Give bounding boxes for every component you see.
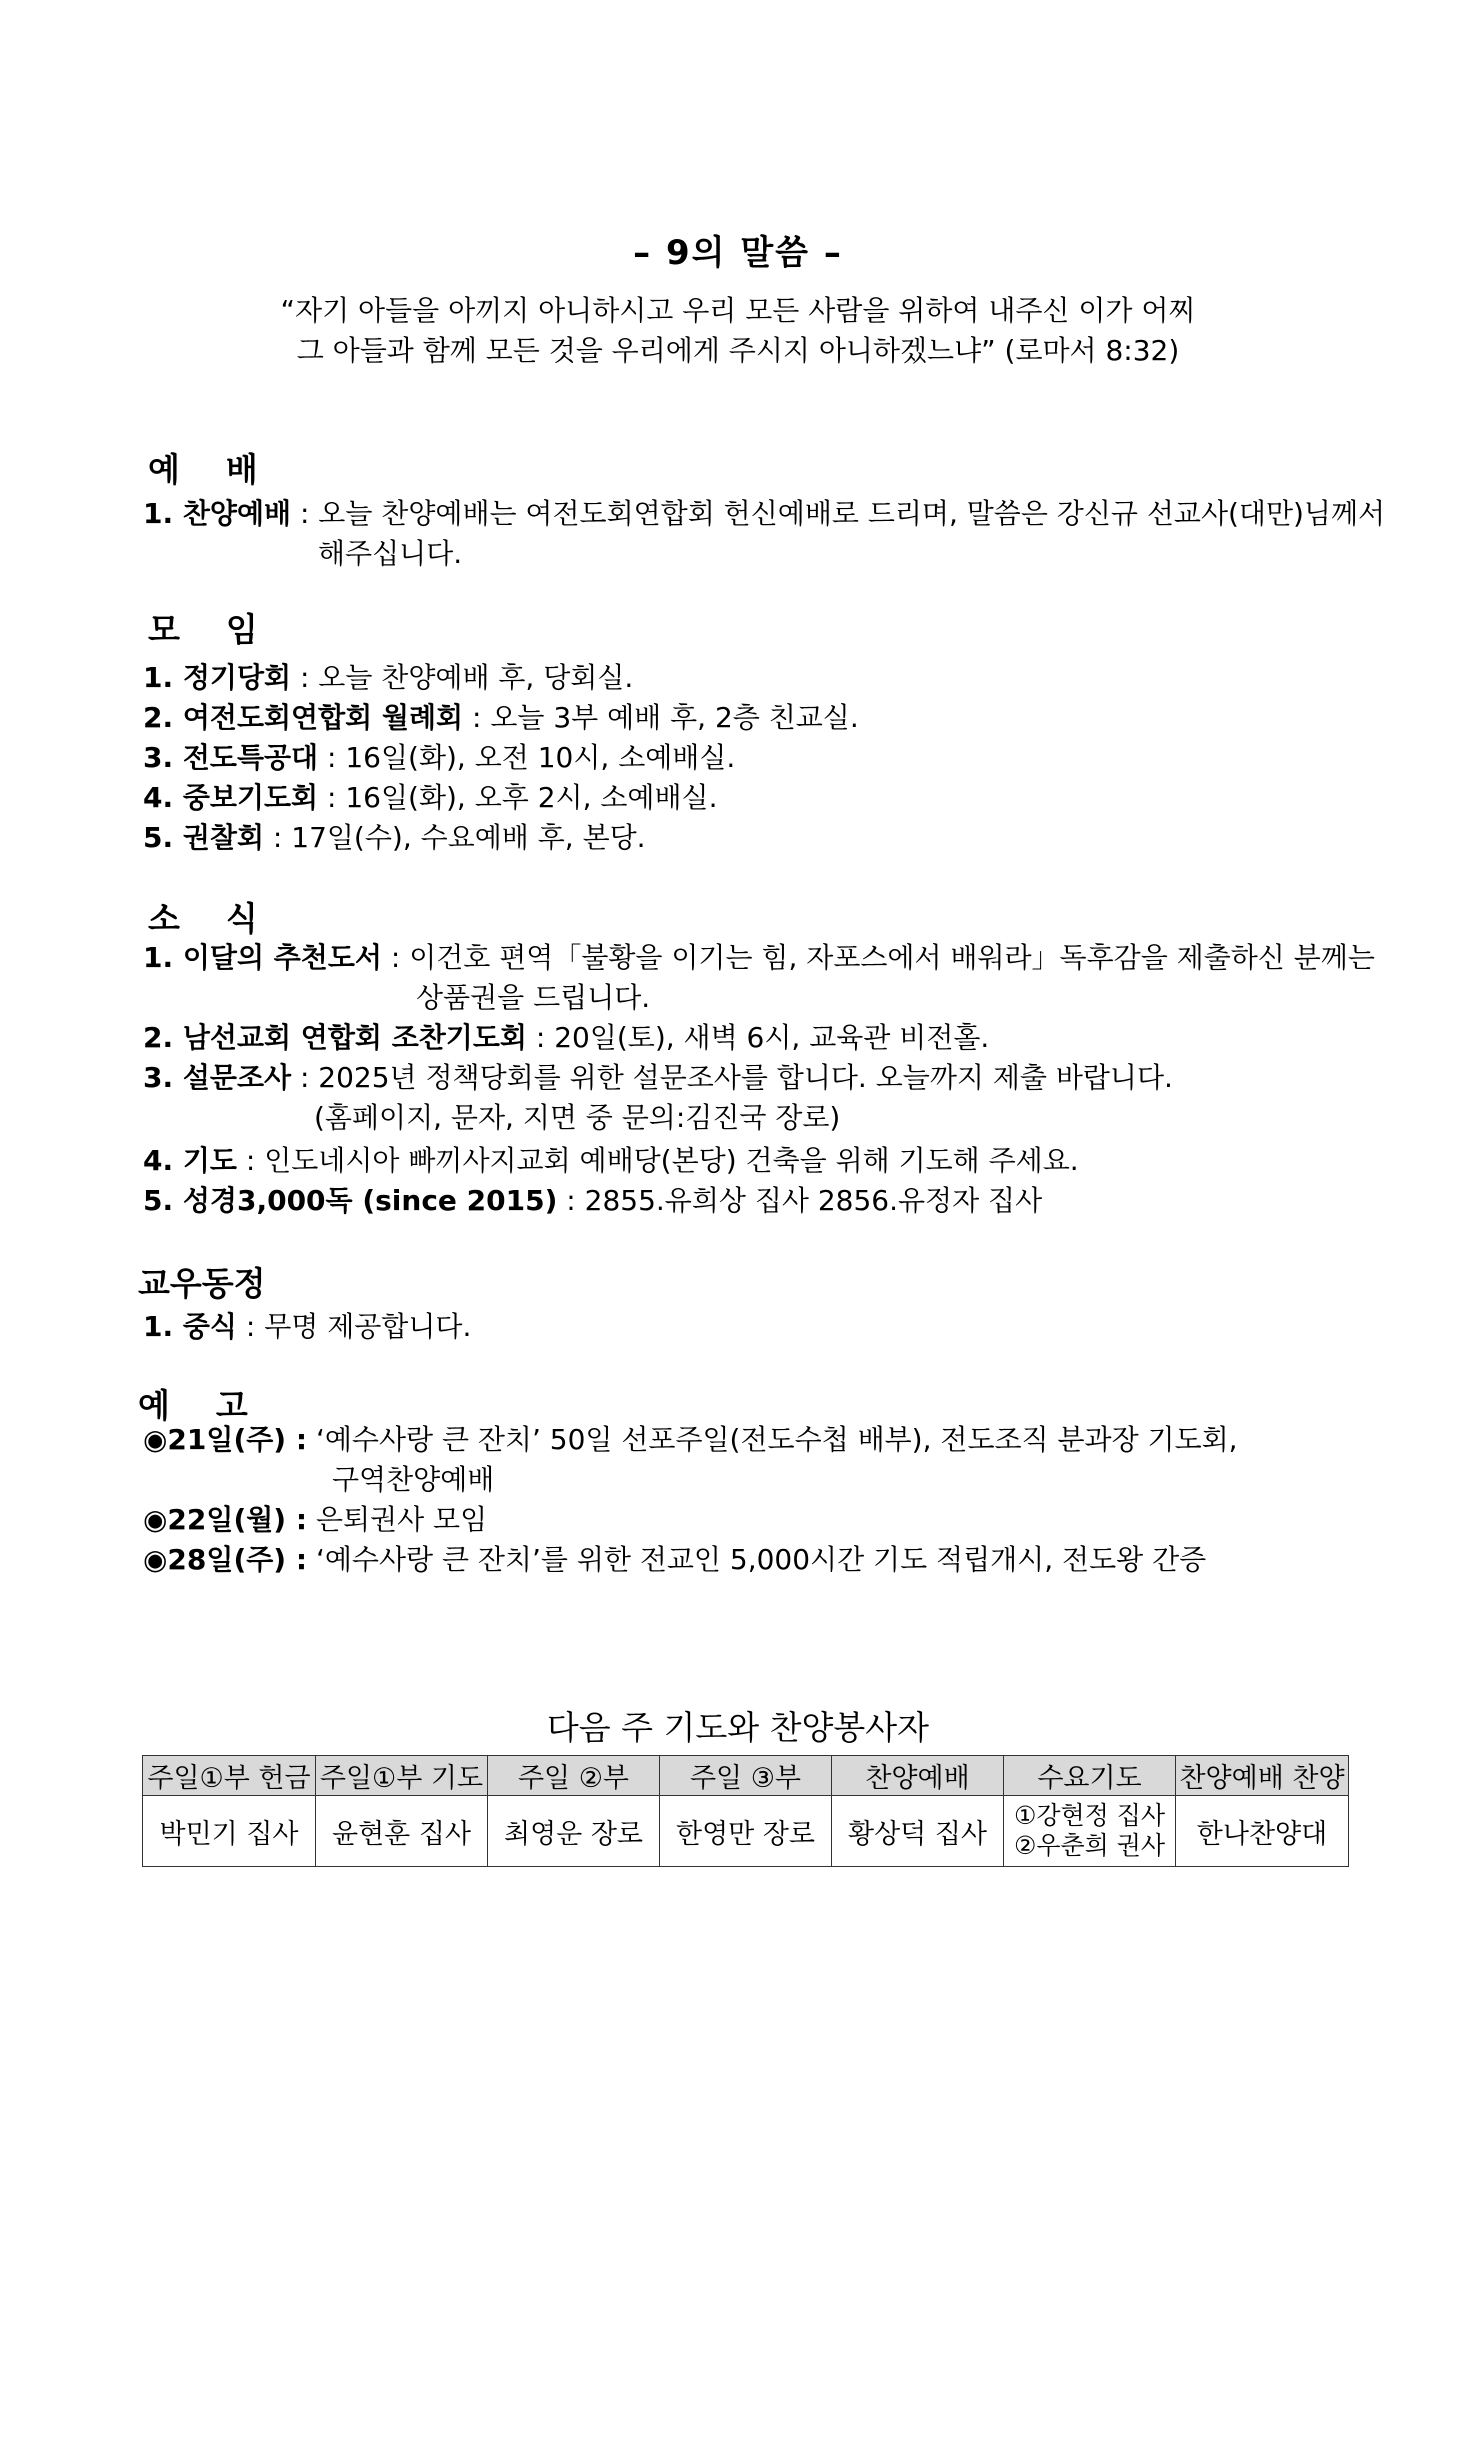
worship-heading: 예 배 [148, 450, 258, 489]
news-item-3-text: : 2025년 정책당회를 위한 설문조사를 합니다. 오늘까지 제출 바랍니다. [291, 1061, 1173, 1094]
schedule-cell: 박민기 집사 [143, 1796, 316, 1867]
schedule-header-cell: 수요기도 [1004, 1756, 1176, 1796]
schedule-header-cell: 찬양예배 [832, 1756, 1004, 1796]
schedule-header-cell: 주일①부 기도 [316, 1756, 488, 1796]
members-heading: 교우동정 [138, 1264, 266, 1303]
schedule-header-cell: 주일 ②부 [488, 1756, 660, 1796]
notices-heading: 예 고 [138, 1386, 248, 1425]
meeting-item-label: 5. 권찰회 [143, 821, 265, 854]
notice-item-2 [143, 1500, 487, 1540]
news-item-1-text: : 이건호 편역「불황을 이기는 힘, 자포스에서 배워라」독후감을 제출하신 분께는 [381, 941, 1375, 974]
meeting-item-text: : 오늘 찬양예배 후, 당회실. [291, 661, 634, 694]
notice-item-1 [143, 1420, 1238, 1460]
notice-item-3-text: ‘예수사랑 큰 잔치’를 위한 전교인 5,000시간 기도 적립개시, 전도왕 간증 [307, 1543, 1207, 1576]
meetings-heading: 모 임 [148, 610, 258, 649]
schedule-cell: 윤현훈 집사 [316, 1796, 488, 1867]
news-item-5-text: : 2855.유희상 집사 2856.유정자 집사 [557, 1184, 1043, 1217]
meeting-item-label: 2. 여전도회연합회 월례회 [143, 701, 464, 734]
schedule-cell-line: ①강현정 집사 [1013, 1801, 1166, 1830]
meeting-item-label: 1. 정기당회 [143, 661, 292, 694]
notice-item-3-label: ◉28일(주) : [143, 1543, 308, 1576]
schedule-table [142, 1755, 1349, 1867]
meeting-item-3 [143, 738, 735, 778]
schedule-cell: 최영운 장로 [488, 1796, 660, 1867]
schedule-cell: 한나찬양대 [1176, 1796, 1349, 1867]
meeting-item-text: : 16일(화), 오전 10시, 소예배실. [318, 741, 736, 774]
news-item-2-text: : 20일(토), 새벽 6시, 교육관 비전홀. [526, 1021, 990, 1054]
schedule-header-cell: 주일 ③부 [660, 1756, 832, 1796]
news-item-1 [143, 938, 1375, 978]
worship-item-1 [143, 494, 1385, 534]
news-item-2-label: 2. 남선교회 연합회 조찬기도회 [143, 1021, 527, 1054]
news-item-4-label: 4. 기도 [143, 1144, 237, 1177]
notice-item-2-text: 은퇴권사 모임 [307, 1503, 488, 1536]
meeting-item-text: : 16일(화), 오후 2시, 소예배실. [318, 781, 718, 814]
news-item-4 [143, 1141, 1079, 1181]
news-item-3-label: 3. 설문조사 [143, 1061, 292, 1094]
news-item-4-text: : 인도네시아 빠끼사지교회 예배당(본당) 건축을 위해 기도해 주세요. [236, 1144, 1079, 1177]
news-item-3-cont: (홈페이지, 문자, 지면 중 문의:김진국 장로) [314, 1101, 841, 1134]
news-item-2 [143, 1018, 989, 1058]
members-item-1-text: : 무명 제공합니다. [236, 1310, 472, 1343]
members-item-1-label: 1. 중식 [143, 1310, 237, 1343]
verse-line-1: “자기 아들을 아끼지 아니하시고 우리 모든 사람을 위하여 내주신 이가 어찌 [280, 294, 1196, 327]
meeting-item-label: 3. 전도특공대 [143, 741, 319, 774]
schedule-header-row [143, 1756, 1349, 1796]
worship-item-1-label: 1. 찬양예배 [143, 497, 292, 530]
worship-item-1-cont: 해주십니다. [318, 537, 463, 570]
meeting-item-text: : 17일(수), 수요예배 후, 본당. [264, 821, 646, 854]
meeting-item-2 [143, 698, 859, 738]
verse-line-2: 그 아들과 함께 모든 것을 우리에게 주시지 아니하겠느냐” (로마서 8:32) [296, 334, 1180, 367]
notice-item-1-text: ‘예수사랑 큰 잔치’ 50일 선포주일(전도수첩 배부), 전도조직 분과장 기도회, [307, 1423, 1238, 1456]
schedule-title: 다음 주 기도와 찬양봉사자 [546, 1708, 930, 1747]
news-item-1-cont: 상품권을 드립니다. [416, 981, 651, 1014]
members-item-1 [143, 1307, 471, 1347]
notice-item-2-label: ◉22일(월) : [143, 1503, 308, 1536]
schedule-cell-wednesday-prayer [1004, 1796, 1176, 1867]
notice-item-1-cont: 구역찬양예배 [332, 1463, 495, 1496]
schedule-cell-line: ②우춘희 권사 [1013, 1831, 1166, 1860]
schedule-header-cell: 찬양예배 찬양 [1176, 1756, 1349, 1796]
schedule-row [143, 1796, 1349, 1867]
meeting-item-label: 4. 중보기도회 [143, 781, 319, 814]
notice-item-1-label: ◉21일(주) : [143, 1423, 308, 1456]
news-item-5 [143, 1181, 1042, 1221]
meeting-item-1 [143, 658, 633, 698]
news-heading: 소 식 [148, 899, 258, 938]
page-title: – 9의 말씀 – [633, 233, 843, 273]
notice-item-3 [143, 1540, 1206, 1580]
news-item-1-label: 1. 이달의 추천도서 [143, 941, 382, 974]
schedule-cell: 한영만 장로 [660, 1796, 832, 1867]
meeting-item-5 [143, 818, 646, 858]
news-item-5-label: 5. 성경3,000독 (since 2015) [143, 1184, 558, 1217]
news-item-3 [143, 1058, 1173, 1098]
schedule-cell: 황상덕 집사 [832, 1796, 1004, 1867]
meeting-item-text: : 오늘 3부 예배 후, 2층 친교실. [463, 701, 859, 734]
schedule-header-cell: 주일①부 헌금 [143, 1756, 316, 1796]
meeting-item-4 [143, 778, 717, 818]
worship-item-1-text: : 오늘 찬양예배는 여전도회연합회 헌신예배로 드리며, 말씀은 강신규 선교사(대만)님께서 [291, 497, 1386, 530]
